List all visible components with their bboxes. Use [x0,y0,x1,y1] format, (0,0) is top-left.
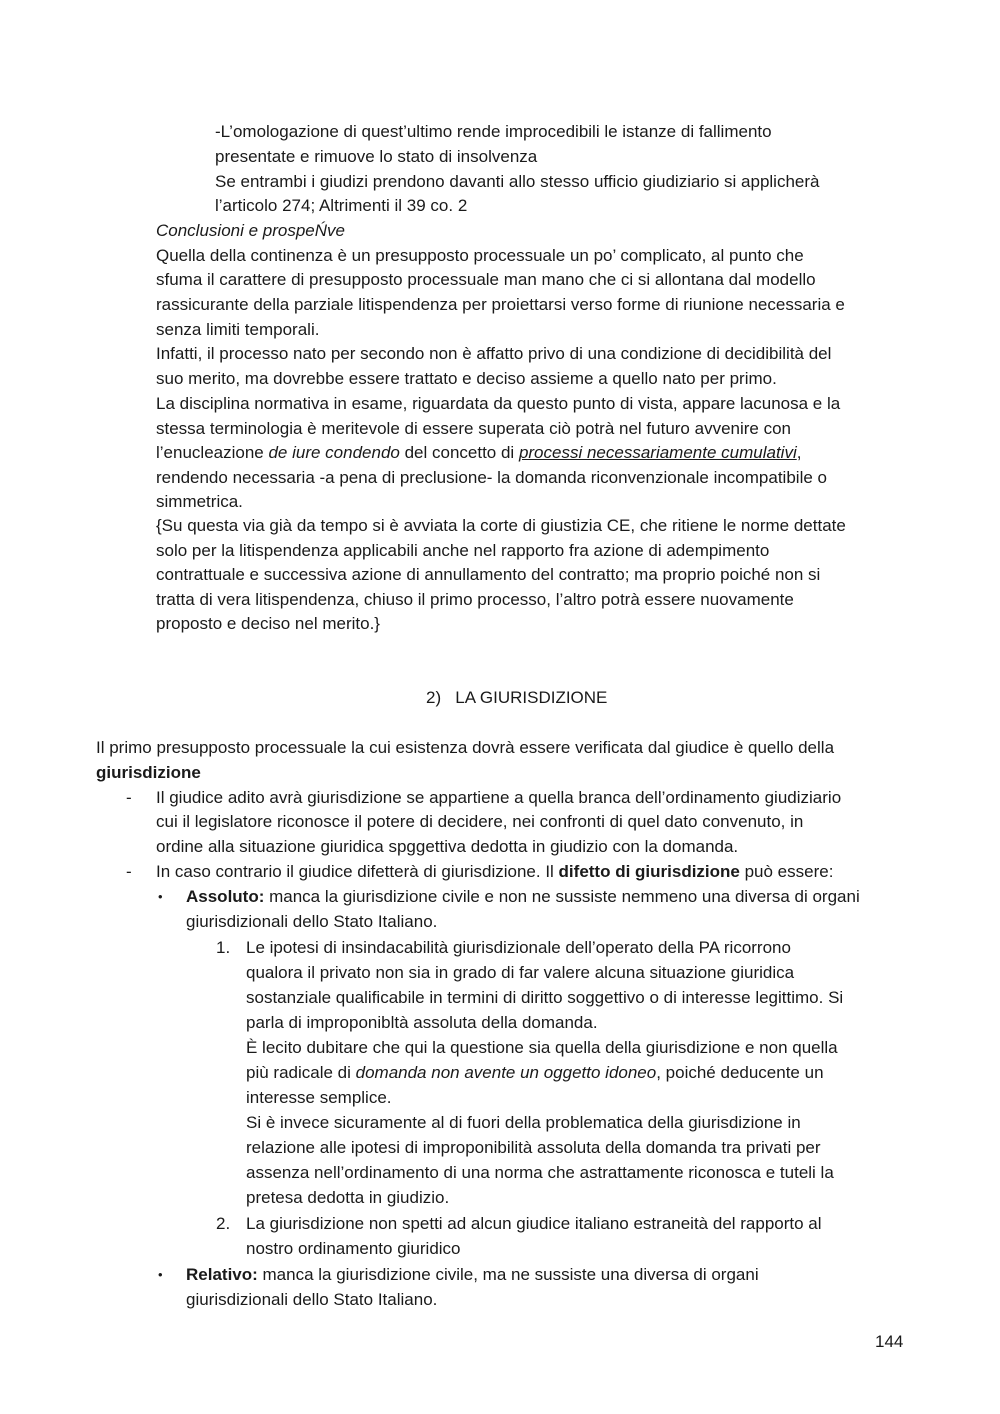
bullet-marker: • [158,889,163,904]
text-line [186,1262,759,1287]
text-line: simmetrica. [156,492,243,511]
text-span: , [796,443,802,462]
text-span: In caso contrario il giudice difetterà di giurisdizione. Il [156,862,559,881]
text-line: La disciplina normativa in esame, riguardata da questo punto di vista, appare lacunosa e la [156,394,841,413]
text-line: Il giudice adito avrà giurisdizione se appartiene a quella branca dell’ordinamento giudiziario [156,788,842,807]
text-line: interesse semplice. [246,1088,392,1107]
section-heading [426,685,607,710]
text-span: del concetto di [399,443,519,462]
text-span: manca la giurisdizione civile, ma ne sussiste una diversa di organi [257,1265,759,1284]
text-line: È lecito dubitare che qui la questione sia quella della giurisdizione e non quella [246,1038,838,1057]
list-number: 2. [216,1214,231,1233]
italic-term: de iure condendo [268,443,400,462]
list-marker: - [126,862,132,881]
section-title: LA GIURISDIZIONE [455,688,608,707]
text-span: può essere: [739,862,834,881]
list-marker: - [126,788,132,807]
text-line: assenza nell’ordinamento di una norma che astrattamente riconosca e tuteli la [246,1163,834,1182]
text-line: Se entrambi i giudizi prendono davanti allo stesso ufficio giudiziario si applicherà [215,172,820,191]
section-number: 2) [426,688,442,707]
text-line: giurisdizionali dello Stato Italiano. [186,1290,438,1309]
text-line: senza limiti temporali. [156,320,320,339]
text-line [246,1060,824,1085]
text-line: presentate e rimuove lo stato di insolvenza [215,147,538,166]
text-line: Infatti, il processo nato per secondo non è affatto privo di una condizione di decidibilità del [156,344,832,363]
text-line: tratta di vera litispendenza, chiuso il primo processo, l’altro potrà essere nuovamente [156,590,794,609]
text-line: Si è invece sicuramente al di fuori della problematica della giurisdizione in [246,1113,801,1132]
text-span: manca la giurisdizione civile e non ne sussiste nemmeno una diversa di organi [264,887,860,906]
text-line: Il primo presupposto processuale la cui esistenza dovrà essere verificata dal giudice è quello della [96,738,835,757]
text-line: pretesa dedotta in giudizio. [246,1188,450,1207]
text-line: -L’omologazione di quest’ultimo rende improcedibili le istanze di fallimento [215,122,772,141]
text-line [156,440,801,465]
text-span: l’enucleazione [156,443,269,462]
italic-term: domanda non avente un oggetto idoneo [355,1063,657,1082]
text-span: più radicale di [246,1063,356,1082]
text-line: sfuma il carattere di presupposto processuale man mano che ci si allontana dal modello [156,270,816,289]
text-line: parla di improponibltà assoluta della domanda. [246,1013,598,1032]
text-line: l’articolo 274; Altrimenti il 39 co. 2 [215,196,468,215]
text-line: suo merito, ma dovrebbe essere trattato e deciso assieme a quello nato per primo. [156,369,777,388]
underlined-term: processi necessariamente cumulativi [518,443,797,462]
text-line: La giurisdizione non spetti ad alcun giudice italiano estraneità del rapporto al [246,1214,822,1233]
text-line: Le ipotesi di insindacabilità giurisdizionale dell’operato della PA ricorrono [246,938,791,957]
text-line: ordine alla situazione giuridica spggettiva dedotta in giudizio con la domanda. [156,837,739,856]
text-line [156,859,833,884]
text-line: giurisdizionali dello Stato Italiano. [186,912,438,931]
page-number: 144 [875,1332,904,1351]
text-line: stessa terminologia è meritevole di essere superata ciò potrà nel futuro avvenire con [156,419,792,438]
text-line: qualora il privato non sia in grado di far valere alcuna situazione giuridica [246,963,795,982]
text-line [186,884,860,909]
text-line: rendendo necessaria -a pena di preclusione- la domanda riconvenzionale incompatibile o [156,468,827,487]
bold-term: giurisdizione [96,763,201,782]
text-line: cui il legislatore riconosce il potere di decidere, nei confronti di quel dato convenuto, in [156,812,804,831]
text-line: rassicurante della parziale litispendenza per proiettarsi verso forme di riunione necessaria e [156,295,845,314]
text-line: {Su questa via già da tempo si è avviata la corte di giustizia CE, che ritiene le norme dettate [156,516,846,535]
text-line: sostanziale qualificabile in termini di diritto soggettivo o di interesse legittimo. Si [246,988,844,1007]
text-line: nostro ordinamento giuridico [246,1239,461,1258]
text-span: , poiché deducente un [656,1063,824,1082]
list-number: 1. [216,938,231,957]
subheading-conclusioni: Conclusioni e prospeŃve [156,221,345,240]
text-line: Quella della continenza è un presupposto processuale un po’ complicato, al punto che [156,246,804,265]
text-line: proposto e deciso nel merito.} [156,614,380,633]
text-line: solo per la litispendenza applicabili anche nel rapporto fra azione di adempimento [156,541,770,560]
text-line: relazione alle ipotesi di improponibilità assoluta della domanda tra privati per [246,1138,821,1157]
bold-term: difetto di giurisdizione [558,862,740,881]
bold-term: Assoluto: [186,887,265,906]
text-line: contrattuale e successiva azione di annullamento del contratto; ma proprio poiché non si [156,565,821,584]
bullet-marker: • [158,1267,163,1282]
bold-term: Relativo: [186,1265,258,1284]
